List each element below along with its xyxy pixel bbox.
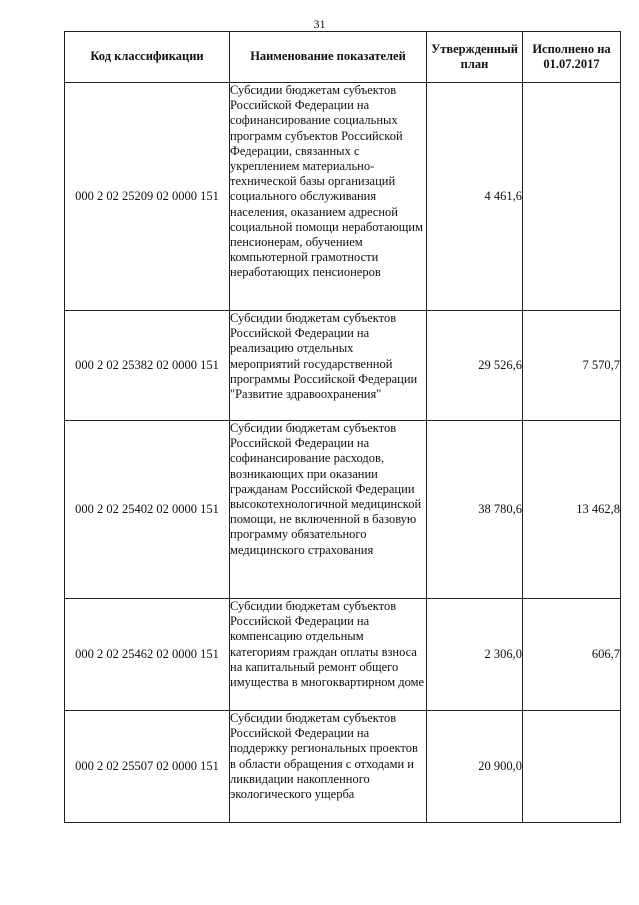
table-header-row [65,32,621,83]
executed-cell: 13 462,8 [523,421,621,599]
column-header-plan: Утвержденный план [427,32,523,83]
approved-plan-cell: 4 461,6 [427,83,523,311]
budget-table [64,31,621,823]
indicator-name-cell: Субсидии бюджетам субъектов Российской Федерации на поддержку региональных проектов в области обращения с отходами и ликвидации накопленного экологического ущерба [230,711,427,823]
approved-plan-cell: 29 526,6 [427,311,523,421]
table-row [65,711,621,823]
page-number: 31 [313,17,326,31]
indicator-name-cell: Субсидии бюджетам субъектов Российской Федерации на софинансирование расходов, возникающих при оказании гражданам Российской Федерации высокотехнологичной медицинской помощи, не включенной в базовую программу обязательного медицинского страхования [230,421,427,599]
classification-code-cell: 000 2 02 25507 02 0000 151 [65,711,230,823]
table-row [65,599,621,711]
column-header-code: Код классификации [65,32,230,83]
indicator-name-cell: Субсидии бюджетам субъектов Российской Федерации на реализацию отдельных мероприятий государственной программы Российской Федерации "Развитие здравоохранения" [230,311,427,421]
indicator-name-cell: Субсидии бюджетам субъектов Российской Федерации на софинансирование социальных программ субъектов Российской Федерации, связанных с укреплением материально-технической базы организаций социального обслуживания населения, оказанием адресной социальной помощи неработающим пенсионерам, обучением компьютерной грамотности неработающих пенсионеров [230,83,427,311]
column-header-executed: Исполнено на 01.07.2017 [523,32,621,83]
classification-code-cell: 000 2 02 25209 02 0000 151 [65,83,230,311]
approved-plan-cell: 38 780,6 [427,421,523,599]
executed-cell [523,83,621,311]
classification-code-cell: 000 2 02 25382 02 0000 151 [65,311,230,421]
column-header-name: Наименование показателей [230,32,427,83]
table-row [65,83,621,311]
table-row [65,421,621,599]
executed-cell: 7 570,7 [523,311,621,421]
approved-plan-cell: 2 306,0 [427,599,523,711]
executed-cell: 606,7 [523,599,621,711]
approved-plan-cell: 20 900,0 [427,711,523,823]
classification-code-cell: 000 2 02 25402 02 0000 151 [65,421,230,599]
table-row [65,311,621,421]
classification-code-cell: 000 2 02 25462 02 0000 151 [65,599,230,711]
executed-cell [523,711,621,823]
indicator-name-cell: Субсидии бюджетам субъектов Российской Федерации на компенсацию отдельным категориям граждан оплаты взноса на капитальный ремонт общего имущества в многоквартирном доме [230,599,427,711]
